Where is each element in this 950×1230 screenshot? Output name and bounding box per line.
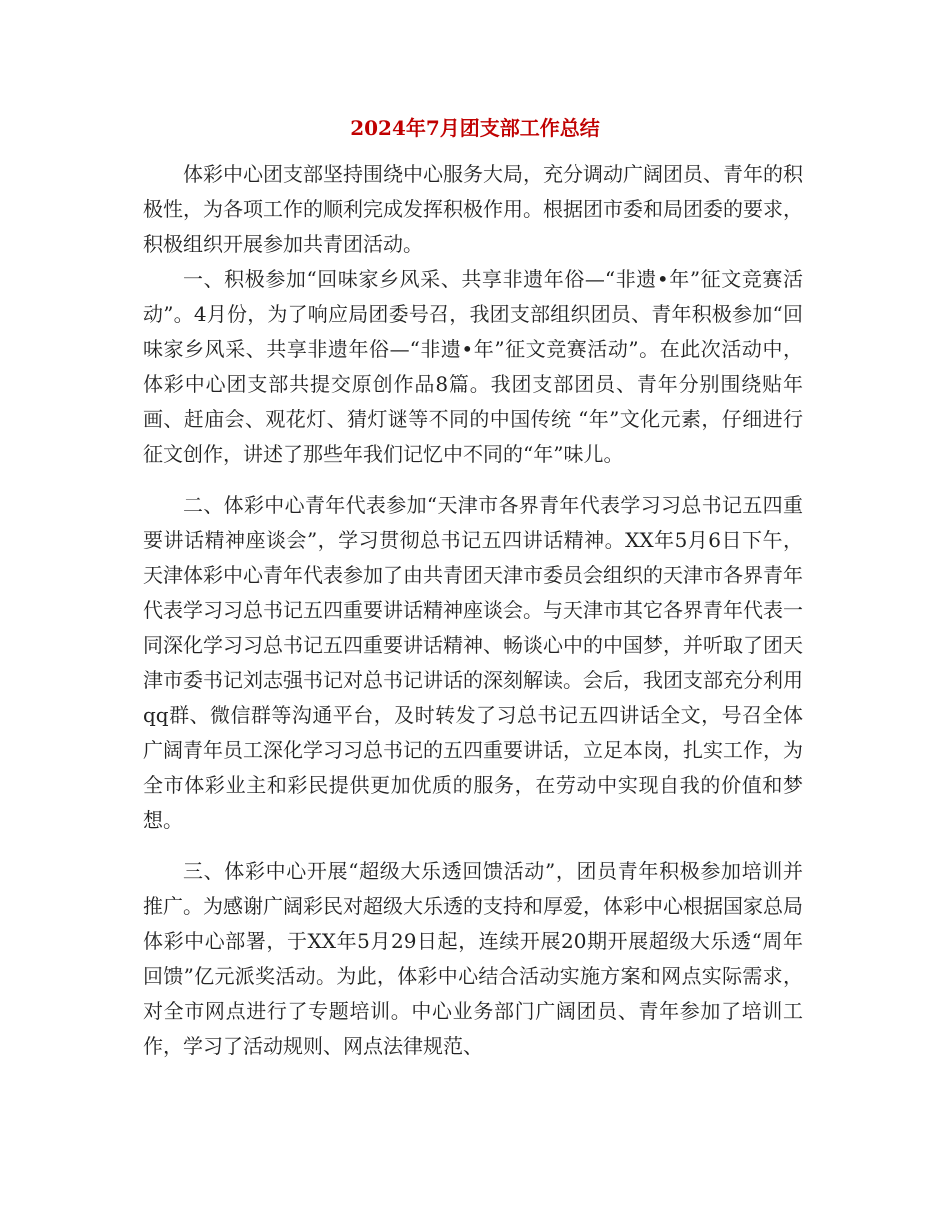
document-title: 2024年7月团支部工作总结: [350, 116, 600, 140]
paragraph-section-1: 一、积极参加“回味家乡风采、共享非遗年俗—“非遗•年”征文竞赛活动”。4月份，为了响应局团委号召，我团支部组织团员、青年积极参加“回味家乡风采、共享非遗年俗—“非遗•年”征文竞赛活动”。在此次活动中，体彩中心团支部共提交原创作品8篇。我团支部团员、青年分别围绕贴年画、赶庙会、观花灯、猜灯谜等不同的中国传统 “年”文化元素，仔细进行征文创作，讲述了那些年我们记忆中不同的“年”味儿。: [143, 267, 803, 466]
paragraph-section-2: 二、体彩中心青年代表参加“天津市各界青年代表学习习总书记五四重要讲话精神座谈会”，学习贯彻总书记五四讲话精神。XX年5月6日下午，天津体彩中心青年代表参加了由共青团天津市委员会组织的天津市各界青年代表学习习总书记五四重要讲话精神座谈会。与天津市其它各界青年代表一同深化学习习总书记五四重要讲话精神、畅谈心中的中国梦，并听取了团天津市委书记刘志强书记对总书记讲话的深刻解读。会后，我团支部充分利用qq群、微信群等沟通平台，及时转发了习总书记五四讲话全文，号召全体广阔青年员工深化学习习总书记的五四重要讲话，立足本岗，扎实工作，为全市体彩业主和彩民提供更加优质的服务，在劳动中实现自我的价值和梦想。: [143, 493, 803, 832]
paragraph-intro: 体彩中心团支部坚持围绕中心服务大局，充分调动广阔团员、青年的积极性，为各项工作的顺利完成发挥积极作用。根据团市委和局团委的要求，积极组织开展参加共青团活动。: [143, 162, 803, 256]
document-body: [143, 157, 803, 1064]
paragraph-section-3: 三、体彩中心开展“超级大乐透回馈活动”，团员青年积极参加培训并推广。为感谢广阔彩民对超级大乐透的支持和厚爱，体彩中心根据国家总局体彩中心部署，于XX年5月29日起，连续开展20期开展超级大乐透“周年回馈”亿元派奖活动。为此，体彩中心结合活动实施方案和网点实际需求，对全市网点进行了专题培训。中心业务部门广阔团员、青年参加了培训工作，学习了活动规则、网点法律规范、: [143, 859, 803, 1058]
